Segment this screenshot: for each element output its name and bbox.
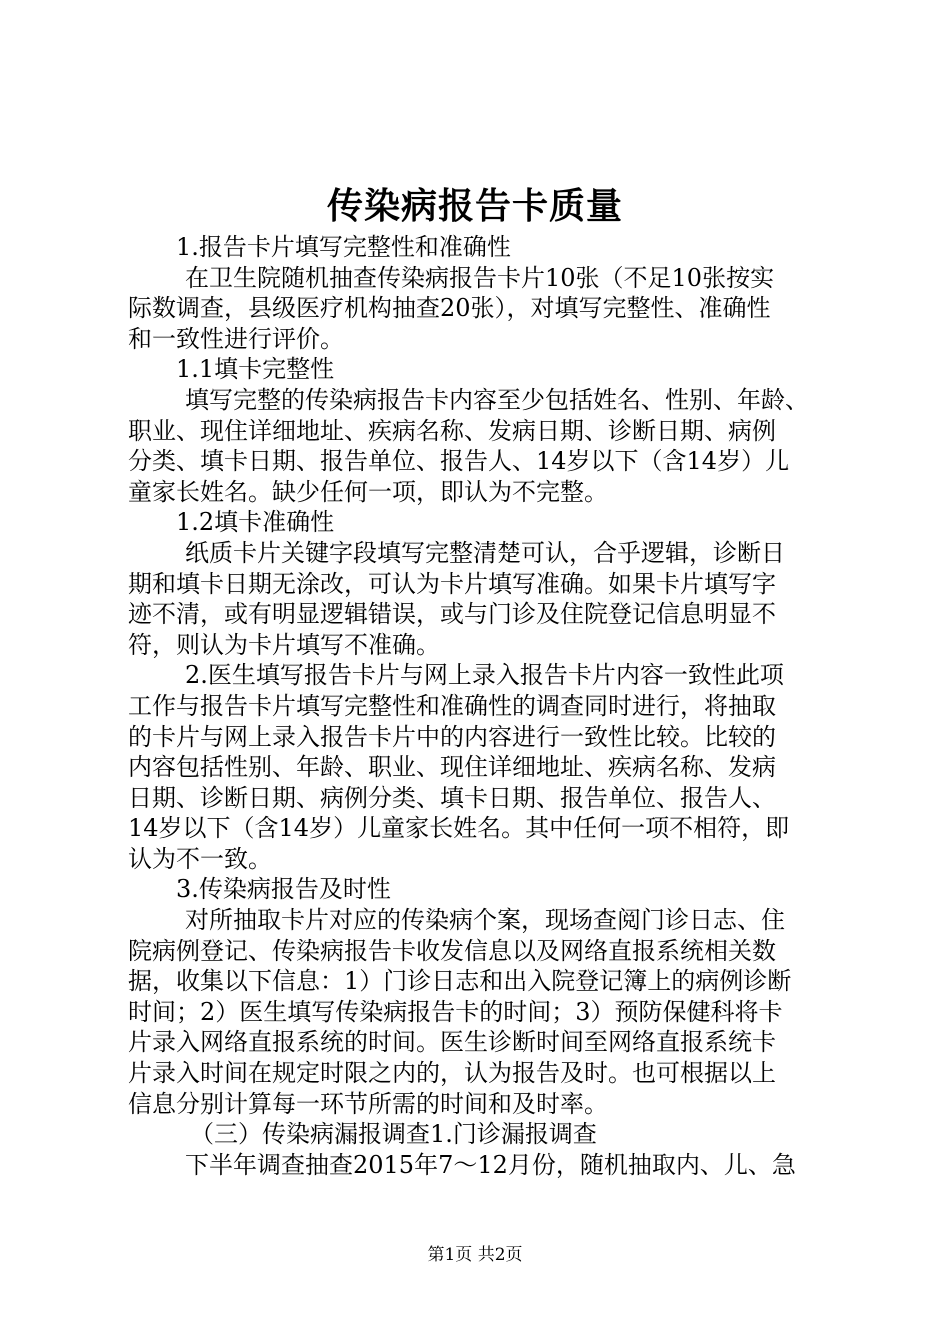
text-line: 纸质卡片关键字段填写完整清楚可认，合乎逻辑，诊断日 — [185, 538, 785, 567]
text-line: 片录入时间在规定时限之内的，认为报告及时。也可根据以上 — [128, 1059, 776, 1088]
page-footer: 第1页 共2页 — [427, 1245, 523, 1265]
text-line: 的卡片与网上录入报告卡片中的内容进行一致性比较。比较的 — [128, 722, 776, 751]
text-line: 符，则认为卡片填写不准确。 — [128, 630, 440, 659]
text-line: 时间；2）医生填写传染病报告卡的时间；3）预防保健科将卡 — [128, 997, 783, 1026]
text-line: 对所抽取卡片对应的传染病个案，现场查阅门诊日志、住 — [185, 906, 785, 935]
text-line: 填写完整的传染病报告卡内容至少包括姓名、性别、年龄、 — [185, 385, 809, 414]
text-line: 和一致性进行评价。 — [128, 324, 344, 353]
text-line: 日期、诊断日期、病例分类、填卡日期、报告单位、报告人、 — [128, 783, 776, 812]
text-line: 3.传染病报告及时性 — [176, 875, 391, 904]
text-line: 1.1填卡完整性 — [176, 355, 335, 384]
document-title: 传染病报告卡质量 — [326, 185, 623, 227]
text-line: 1.2填卡准确性 — [176, 508, 335, 537]
text-line: 1.报告卡片填写完整性和准确性 — [176, 233, 511, 261]
text-line: 职业、现住详细地址、疾病名称、发病日期、诊断日期、病例 — [128, 416, 776, 445]
text-line: 童家长姓名。缺少任何一项，即认为不完整。 — [128, 477, 608, 506]
text-line: 内容包括性别、年龄、职业、现住详细地址、疾病名称、发病 — [128, 753, 776, 782]
text-line: 下半年调查抽查2015年7～12月份，随机抽取内、儿、急 — [185, 1150, 796, 1179]
text-line: 分类、填卡日期、报告单位、报告人、14岁以下（含14岁）儿 — [128, 447, 790, 476]
text-line: 14岁以下（含14岁）儿童家长姓名。其中任何一项不相符，即 — [128, 814, 790, 843]
text-line: 院病例登记、传染病报告卡收发信息以及网络直报系统相关数 — [128, 936, 776, 965]
text-line: 期和填卡日期无涂改，可认为卡片填写准确。如果卡片填写字 — [128, 569, 776, 598]
document-body — [128, 232, 828, 1180]
text-line: 迹不清，或有明显逻辑错误，或与门诊及住院登记信息明显不 — [128, 600, 776, 629]
text-line: 据，收集以下信息：1）门诊日志和出入院登记簿上的病例诊断 — [128, 967, 792, 996]
text-line: 信息分别计算每一环节所需的时间和及时率。 — [128, 1089, 608, 1118]
text-line: 在卫生院随机抽查传染病报告卡片10张（不足10张按实 — [185, 263, 775, 292]
text-line: （三）传染病漏报调查1.门诊漏报调查 — [190, 1120, 597, 1149]
text-line: 工作与报告卡片填写完整性和准确性的调查同时进行，将抽取 — [128, 691, 776, 720]
text-line: 2.医生填写报告卡片与网上录入报告卡片内容一致性此项 — [185, 661, 784, 690]
text-line: 认为不一致。 — [128, 844, 272, 873]
text-line: 际数调查，县级医疗机构抽查20张），对填写完整性、准确性 — [128, 294, 771, 323]
text-line: 片录入网络直报系统的时间。医生诊断时间至网络直报系统卡 — [128, 1028, 776, 1057]
